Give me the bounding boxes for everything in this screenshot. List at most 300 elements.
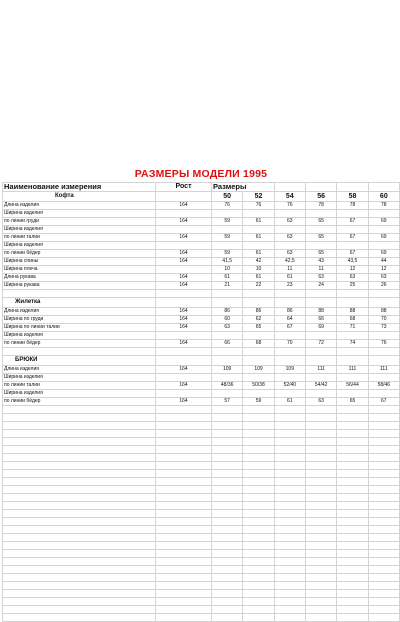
empty-cell bbox=[212, 590, 243, 598]
empty-cell bbox=[305, 430, 336, 438]
size-label: 58 bbox=[337, 192, 368, 202]
empty-cell bbox=[274, 290, 305, 298]
empty-cell bbox=[212, 446, 243, 454]
empty-cell bbox=[243, 542, 274, 550]
empty-cell bbox=[156, 290, 212, 298]
size-value: 69 bbox=[368, 218, 399, 226]
size-value bbox=[243, 374, 274, 382]
blank-row bbox=[3, 470, 400, 478]
empty-cell bbox=[368, 582, 399, 590]
measurement-row bbox=[3, 250, 400, 258]
size-value: 63 bbox=[212, 324, 243, 332]
empty-cell bbox=[212, 614, 243, 622]
size-value bbox=[337, 210, 368, 218]
size-value: 70 bbox=[368, 316, 399, 324]
size-value: 26 bbox=[368, 282, 399, 290]
size-value: 61 bbox=[243, 234, 274, 242]
empty-cell bbox=[368, 614, 399, 622]
empty-cell bbox=[3, 542, 156, 550]
empty-cell bbox=[305, 438, 336, 446]
empty-cell bbox=[243, 406, 274, 414]
empty-cell bbox=[243, 590, 274, 598]
size-value: 88 bbox=[368, 308, 399, 316]
empty-cell bbox=[368, 486, 399, 494]
empty-cell bbox=[156, 550, 212, 558]
empty-cell bbox=[274, 566, 305, 574]
empty-cell bbox=[243, 430, 274, 438]
measurement-name: Длина изделия bbox=[3, 202, 156, 210]
measurement-name: Ширина по линии талии bbox=[3, 324, 156, 332]
empty-cell bbox=[305, 414, 336, 422]
empty-cell bbox=[337, 406, 368, 414]
empty-cell bbox=[337, 542, 368, 550]
chart-title: РАЗМЕРЫ МОДЕЛИ 1995 bbox=[134, 168, 268, 180]
measurement-name: по линии талии bbox=[3, 382, 156, 390]
size-value: 11 bbox=[274, 266, 305, 274]
measurement-row bbox=[3, 366, 400, 374]
empty-cell bbox=[274, 510, 305, 518]
empty-cell bbox=[3, 446, 156, 454]
empty-cell bbox=[212, 526, 243, 534]
empty-cell bbox=[243, 478, 274, 486]
height-value bbox=[156, 210, 212, 218]
size-value: 88 bbox=[305, 308, 336, 316]
empty-cell bbox=[368, 462, 399, 470]
empty-cell bbox=[305, 542, 336, 550]
empty-cell bbox=[368, 526, 399, 534]
size-value bbox=[212, 210, 243, 218]
size-value bbox=[337, 390, 368, 398]
size-value: 61 bbox=[274, 398, 305, 406]
size-value: 78 bbox=[368, 202, 399, 210]
blank-row bbox=[3, 478, 400, 486]
size-label: 60 bbox=[368, 192, 399, 202]
measurement-row bbox=[3, 382, 400, 390]
blank-row bbox=[3, 582, 400, 590]
measurement-row bbox=[3, 316, 400, 324]
header-empty bbox=[274, 183, 305, 192]
empty-cell bbox=[3, 422, 156, 430]
empty-cell bbox=[305, 526, 336, 534]
empty-cell bbox=[243, 348, 274, 356]
size-value bbox=[368, 374, 399, 382]
size-value bbox=[337, 332, 368, 340]
empty-cell bbox=[368, 606, 399, 614]
empty-cell bbox=[212, 290, 243, 298]
measurement-row bbox=[3, 332, 400, 340]
empty-cell bbox=[274, 550, 305, 558]
empty-cell bbox=[305, 510, 336, 518]
blank-row bbox=[3, 430, 400, 438]
measurement-row bbox=[3, 340, 400, 348]
size-value: 70 bbox=[274, 340, 305, 348]
height-value: 164 bbox=[156, 316, 212, 324]
empty-cell bbox=[156, 192, 212, 202]
empty-cell bbox=[368, 356, 399, 366]
measurement-name: Ширина спины bbox=[3, 258, 156, 266]
size-value bbox=[212, 374, 243, 382]
empty-cell bbox=[305, 446, 336, 454]
empty-cell bbox=[156, 298, 212, 308]
size-value: 111 bbox=[337, 366, 368, 374]
empty-cell bbox=[305, 598, 336, 606]
empty-cell bbox=[337, 574, 368, 582]
size-value: 74 bbox=[337, 340, 368, 348]
empty-cell bbox=[368, 574, 399, 582]
size-value: 63 bbox=[274, 234, 305, 242]
empty-cell bbox=[212, 470, 243, 478]
empty-cell bbox=[274, 614, 305, 622]
empty-cell bbox=[156, 414, 212, 422]
measurement-name: Длина изделия bbox=[3, 366, 156, 374]
blank-row bbox=[3, 574, 400, 582]
empty-cell bbox=[156, 566, 212, 574]
empty-cell bbox=[368, 494, 399, 502]
empty-cell bbox=[156, 614, 212, 622]
measurement-name: Ширина изделия bbox=[3, 242, 156, 250]
size-value: 76 bbox=[368, 340, 399, 348]
size-value: 67 bbox=[337, 234, 368, 242]
empty-cell bbox=[274, 502, 305, 510]
empty-cell bbox=[337, 558, 368, 566]
height-value: 164 bbox=[156, 282, 212, 290]
empty-cell bbox=[156, 348, 212, 356]
empty-cell bbox=[212, 606, 243, 614]
empty-cell bbox=[243, 598, 274, 606]
height-value: 164 bbox=[156, 340, 212, 348]
size-value bbox=[305, 242, 336, 250]
empty-cell bbox=[156, 582, 212, 590]
empty-cell bbox=[156, 438, 212, 446]
empty-cell bbox=[156, 558, 212, 566]
empty-cell bbox=[243, 510, 274, 518]
empty-cell bbox=[305, 582, 336, 590]
empty-cell bbox=[337, 510, 368, 518]
size-value bbox=[212, 332, 243, 340]
size-value: 48/36 bbox=[212, 382, 243, 390]
empty-cell bbox=[274, 430, 305, 438]
empty-cell bbox=[156, 542, 212, 550]
empty-cell bbox=[305, 502, 336, 510]
empty-cell bbox=[243, 462, 274, 470]
empty-cell bbox=[305, 406, 336, 414]
size-value: 21 bbox=[212, 282, 243, 290]
empty-cell bbox=[274, 446, 305, 454]
measurement-row bbox=[3, 210, 400, 218]
size-value: 65 bbox=[305, 218, 336, 226]
empty-cell bbox=[212, 566, 243, 574]
empty-cell bbox=[243, 502, 274, 510]
section-name: БРЮКИ bbox=[3, 356, 156, 366]
empty-cell bbox=[243, 534, 274, 542]
empty-cell bbox=[243, 494, 274, 502]
size-value: 86 bbox=[243, 308, 274, 316]
size-label: 52 bbox=[243, 192, 274, 202]
measurement-row bbox=[3, 258, 400, 266]
empty-cell bbox=[212, 406, 243, 414]
size-value: 69 bbox=[305, 324, 336, 332]
empty-cell bbox=[337, 502, 368, 510]
empty-cell bbox=[3, 526, 156, 534]
height-value bbox=[156, 242, 212, 250]
height-value: 164 bbox=[156, 202, 212, 210]
size-value: 66 bbox=[212, 340, 243, 348]
empty-cell bbox=[156, 494, 212, 502]
empty-cell bbox=[305, 606, 336, 614]
measurement-name: Ширина изделия bbox=[3, 332, 156, 340]
size-label: 50 bbox=[212, 192, 243, 202]
empty-cell bbox=[305, 494, 336, 502]
blank-row bbox=[3, 290, 400, 298]
height-value bbox=[156, 226, 212, 234]
size-value bbox=[274, 242, 305, 250]
size-value: 63 bbox=[274, 218, 305, 226]
size-value: 109 bbox=[212, 366, 243, 374]
empty-cell bbox=[368, 558, 399, 566]
size-value bbox=[274, 332, 305, 340]
size-value: 86 bbox=[212, 308, 243, 316]
empty-cell bbox=[274, 494, 305, 502]
size-value bbox=[274, 210, 305, 218]
measurement-name: Ширина изделия bbox=[3, 210, 156, 218]
empty-cell bbox=[305, 298, 336, 308]
empty-cell bbox=[243, 486, 274, 494]
blank-row bbox=[3, 566, 400, 574]
blank-row bbox=[3, 454, 400, 462]
empty-cell bbox=[274, 606, 305, 614]
empty-cell bbox=[243, 526, 274, 534]
empty-cell bbox=[337, 430, 368, 438]
size-value: 63 bbox=[274, 250, 305, 258]
blank-row bbox=[3, 502, 400, 510]
size-value: 11 bbox=[305, 266, 336, 274]
empty-cell bbox=[3, 518, 156, 526]
empty-cell bbox=[156, 518, 212, 526]
empty-cell bbox=[274, 526, 305, 534]
empty-cell bbox=[368, 348, 399, 356]
measurement-row bbox=[3, 390, 400, 398]
size-value: 64 bbox=[274, 316, 305, 324]
size-value: 69 bbox=[368, 250, 399, 258]
empty-cell bbox=[274, 470, 305, 478]
size-value: 42,5 bbox=[274, 258, 305, 266]
size-value: 69 bbox=[368, 234, 399, 242]
empty-cell bbox=[243, 518, 274, 526]
header-empty bbox=[305, 183, 336, 192]
empty-cell bbox=[274, 478, 305, 486]
empty-cell bbox=[274, 574, 305, 582]
measurement-row bbox=[3, 324, 400, 332]
empty-cell bbox=[3, 454, 156, 462]
size-value: 76 bbox=[212, 202, 243, 210]
empty-cell bbox=[368, 470, 399, 478]
empty-cell bbox=[212, 486, 243, 494]
height-value bbox=[156, 332, 212, 340]
empty-cell bbox=[156, 486, 212, 494]
empty-cell bbox=[212, 438, 243, 446]
size-value: 10 bbox=[243, 266, 274, 274]
empty-cell bbox=[368, 542, 399, 550]
section-name: Кофта bbox=[3, 192, 156, 202]
empty-cell bbox=[368, 406, 399, 414]
section-header-row bbox=[3, 356, 400, 366]
empty-cell bbox=[3, 290, 156, 298]
empty-cell bbox=[337, 438, 368, 446]
measurement-name: по линии бёдер bbox=[3, 398, 156, 406]
section-header-row bbox=[3, 192, 400, 202]
empty-cell bbox=[3, 582, 156, 590]
empty-cell bbox=[337, 298, 368, 308]
empty-cell bbox=[368, 550, 399, 558]
size-value: 73 bbox=[368, 324, 399, 332]
empty-cell bbox=[243, 470, 274, 478]
blank-row bbox=[3, 438, 400, 446]
size-value: 66 bbox=[305, 316, 336, 324]
empty-cell bbox=[305, 590, 336, 598]
measurement-row bbox=[3, 308, 400, 316]
height-value: 164 bbox=[156, 218, 212, 226]
empty-cell bbox=[212, 582, 243, 590]
size-value bbox=[368, 226, 399, 234]
empty-cell bbox=[274, 422, 305, 430]
measurement-name: Ширина изделия bbox=[3, 226, 156, 234]
empty-cell bbox=[337, 566, 368, 574]
size-value: 50/38 bbox=[243, 382, 274, 390]
header-row bbox=[3, 183, 400, 192]
size-value: 59 bbox=[243, 398, 274, 406]
empty-cell bbox=[3, 486, 156, 494]
empty-cell bbox=[212, 518, 243, 526]
empty-cell bbox=[212, 430, 243, 438]
size-value bbox=[243, 390, 274, 398]
blank-row bbox=[3, 348, 400, 356]
empty-cell bbox=[337, 462, 368, 470]
empty-cell bbox=[212, 550, 243, 558]
measurement-row bbox=[3, 274, 400, 282]
empty-cell bbox=[337, 486, 368, 494]
size-value: 67 bbox=[337, 218, 368, 226]
empty-cell bbox=[337, 614, 368, 622]
empty-cell bbox=[3, 606, 156, 614]
measurement-name: Ширина по груди bbox=[3, 316, 156, 324]
size-value: 78 bbox=[337, 202, 368, 210]
empty-cell bbox=[212, 422, 243, 430]
size-label: 54 bbox=[274, 192, 305, 202]
empty-cell bbox=[212, 510, 243, 518]
empty-cell bbox=[156, 454, 212, 462]
empty-cell bbox=[274, 406, 305, 414]
empty-cell bbox=[305, 558, 336, 566]
measurement-name: по линии бёдер bbox=[3, 250, 156, 258]
empty-cell bbox=[212, 574, 243, 582]
size-value bbox=[337, 374, 368, 382]
size-value bbox=[368, 332, 399, 340]
size-value: 65 bbox=[337, 398, 368, 406]
empty-cell bbox=[305, 534, 336, 542]
blank-row bbox=[3, 606, 400, 614]
empty-cell bbox=[3, 494, 156, 502]
size-value: 63 bbox=[337, 274, 368, 282]
empty-cell bbox=[305, 454, 336, 462]
measurement-name: Ширина плеча bbox=[3, 266, 156, 274]
empty-cell bbox=[305, 290, 336, 298]
measurement-row bbox=[3, 374, 400, 382]
size-value: 62 bbox=[243, 316, 274, 324]
empty-cell bbox=[305, 422, 336, 430]
height-value: 164 bbox=[156, 398, 212, 406]
blank-row bbox=[3, 550, 400, 558]
header-height: Рост bbox=[156, 183, 212, 192]
size-value: 42 bbox=[243, 258, 274, 266]
size-value bbox=[368, 390, 399, 398]
measurement-row bbox=[3, 226, 400, 234]
size-value: 68 bbox=[243, 340, 274, 348]
measurement-row bbox=[3, 242, 400, 250]
empty-cell bbox=[337, 582, 368, 590]
blank-row bbox=[3, 446, 400, 454]
empty-cell bbox=[274, 542, 305, 550]
empty-cell bbox=[305, 470, 336, 478]
empty-cell bbox=[368, 598, 399, 606]
empty-cell bbox=[156, 422, 212, 430]
empty-cell bbox=[156, 470, 212, 478]
measurement-name: Ширина изделия bbox=[3, 390, 156, 398]
empty-cell bbox=[274, 558, 305, 566]
empty-cell bbox=[156, 478, 212, 486]
size-value: 71 bbox=[337, 324, 368, 332]
empty-cell bbox=[243, 414, 274, 422]
empty-cell bbox=[337, 598, 368, 606]
empty-cell bbox=[337, 518, 368, 526]
empty-cell bbox=[212, 558, 243, 566]
size-value bbox=[243, 226, 274, 234]
blank-row bbox=[3, 462, 400, 470]
empty-cell bbox=[3, 614, 156, 622]
blank-row bbox=[3, 590, 400, 598]
size-value: 76 bbox=[274, 202, 305, 210]
empty-cell bbox=[243, 422, 274, 430]
size-value bbox=[368, 210, 399, 218]
empty-cell bbox=[337, 590, 368, 598]
size-value bbox=[274, 226, 305, 234]
header-name: Наименование измерения bbox=[3, 183, 156, 192]
size-value: 57 bbox=[212, 398, 243, 406]
blank-row bbox=[3, 534, 400, 542]
empty-cell bbox=[212, 348, 243, 356]
size-value: 59 bbox=[212, 250, 243, 258]
empty-cell bbox=[337, 606, 368, 614]
measurement-name: Ширина рукава bbox=[3, 282, 156, 290]
size-value bbox=[337, 226, 368, 234]
height-value: 164 bbox=[156, 274, 212, 282]
empty-cell bbox=[305, 574, 336, 582]
size-value: 76 bbox=[243, 202, 274, 210]
size-value bbox=[305, 374, 336, 382]
size-value bbox=[305, 390, 336, 398]
empty-cell bbox=[368, 414, 399, 422]
empty-cell bbox=[3, 510, 156, 518]
empty-cell bbox=[368, 298, 399, 308]
section-header-row bbox=[3, 298, 400, 308]
empty-cell bbox=[337, 526, 368, 534]
size-value: 58/46 bbox=[368, 382, 399, 390]
empty-cell bbox=[212, 454, 243, 462]
size-value: 63 bbox=[305, 398, 336, 406]
size-value: 59 bbox=[212, 234, 243, 242]
empty-cell bbox=[156, 356, 212, 366]
height-value: 164 bbox=[156, 258, 212, 266]
header-empty bbox=[368, 183, 399, 192]
